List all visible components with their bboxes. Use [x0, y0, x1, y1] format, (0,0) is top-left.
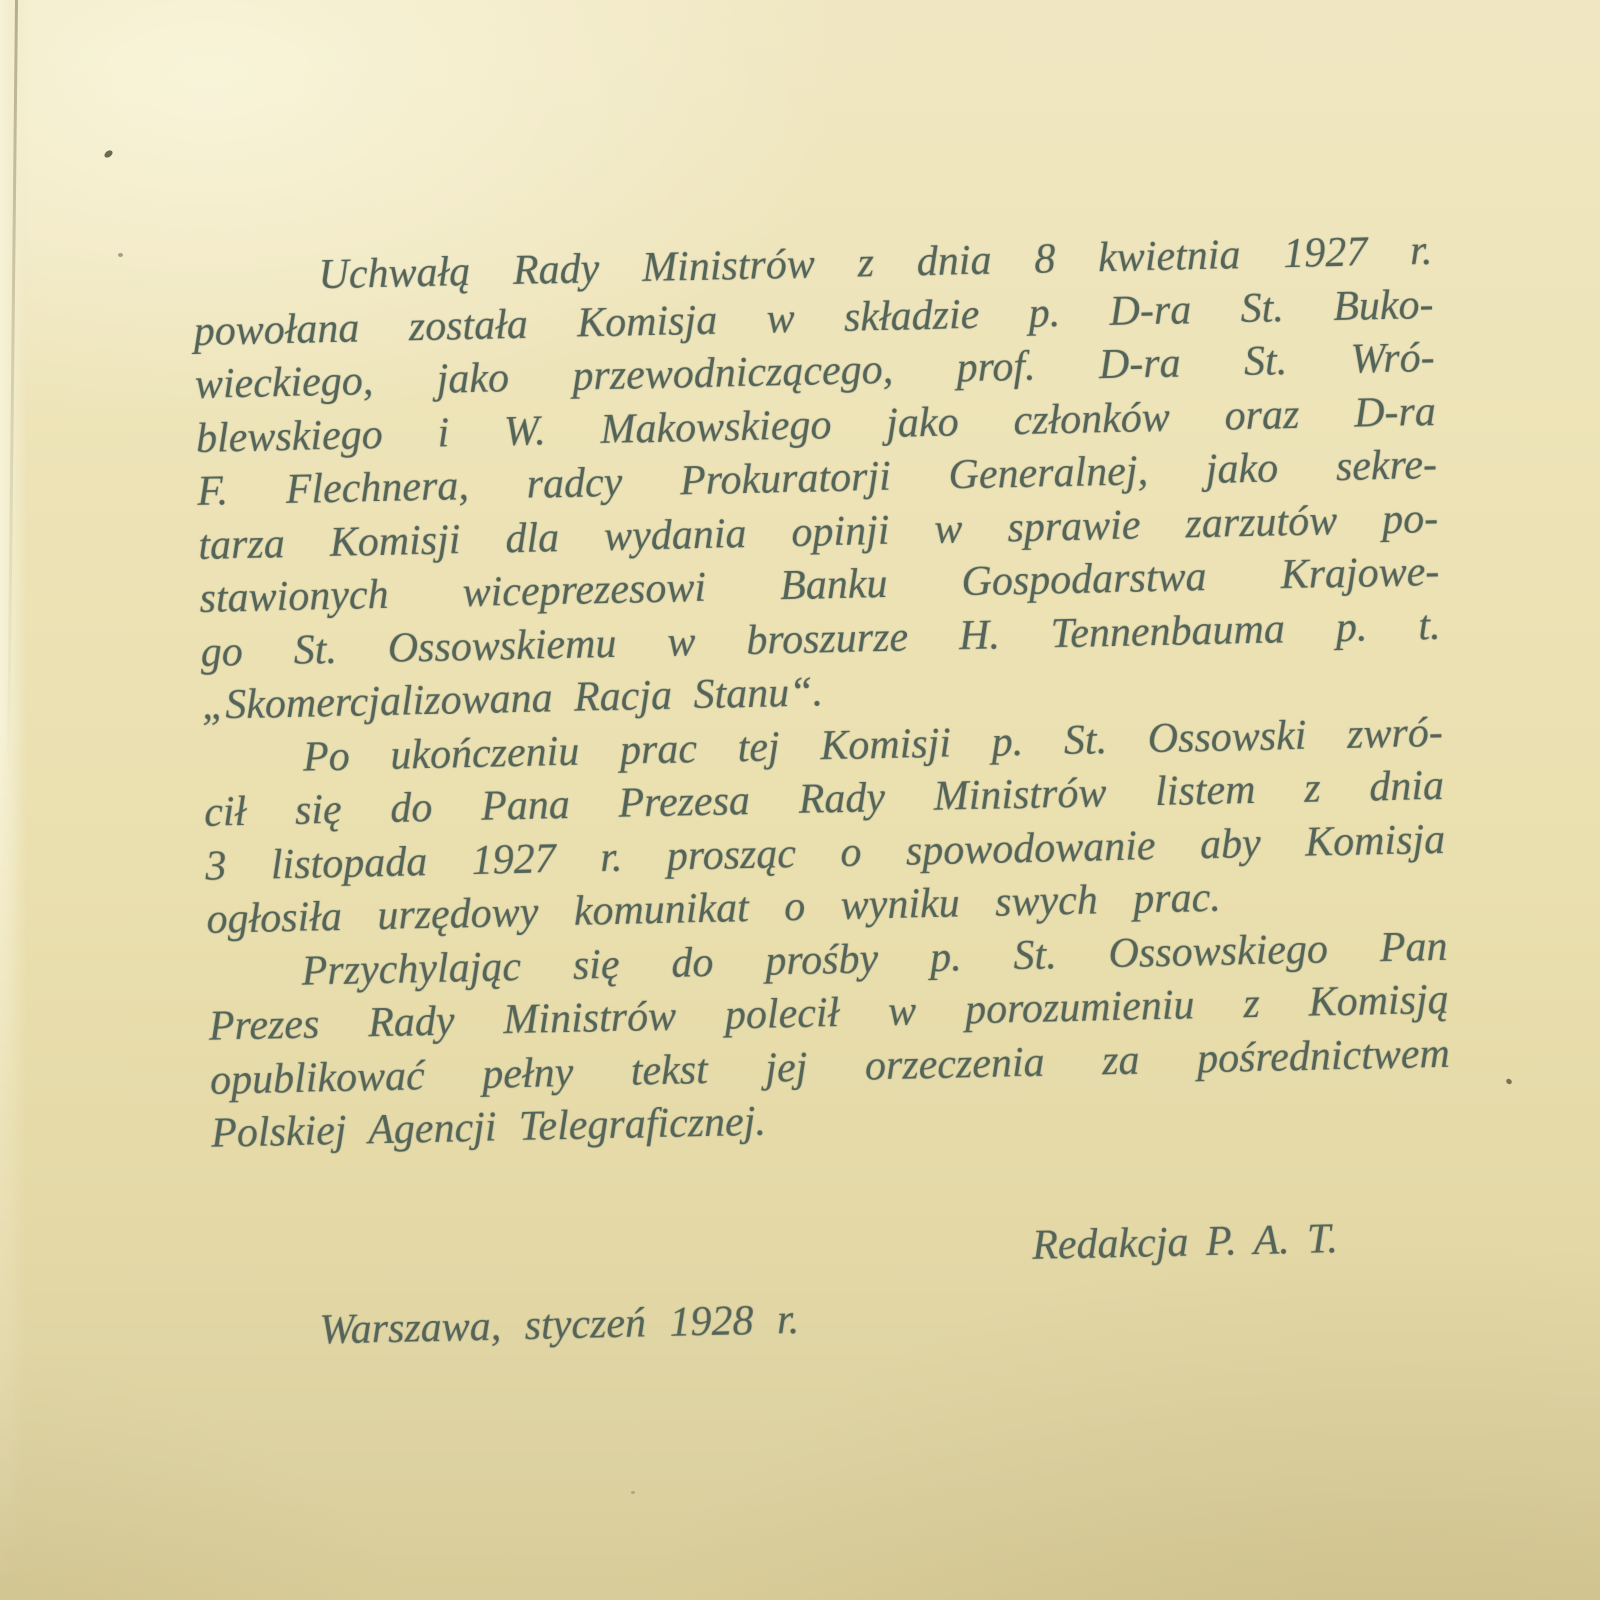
text-line: go St. Ossowskiemu w broszurze H. Tennenbauma p. t.: [200, 602, 1441, 676]
text-line: tarza Komisji dla wydania opinji w sprawie zarzutów po-: [197, 495, 1439, 569]
text-line: ogłosiła urzędowy komunikat o wyniku swych prac.: [206, 874, 1222, 943]
text-line: Po ukończeniu prac tej Komisji p. St. Ossowski zwró-: [302, 709, 1444, 781]
text-line: 3 listopada 1927 r. prosząc o spowodowanie aby Komisja: [204, 816, 1446, 890]
paper-speck: [103, 149, 114, 159]
text-line: Prezes Rady Ministrów polecił w porozumieniu z Komisją: [208, 976, 1450, 1050]
page-text: [192, 225, 1456, 1360]
text-line: „Skomercjalizowana Racja Stanu“.: [201, 669, 824, 729]
paper-speck: [1505, 1078, 1513, 1086]
dateline: Warszawa, styczeń 1928 r.: [319, 1297, 800, 1354]
paper-speck: [118, 253, 123, 257]
text-line: opublikować pełny tekst jej orzeczenia za pośrednictwem: [209, 1030, 1451, 1104]
text-line: blewskiego i W. Makowskiego jako członków oraz D-ra: [195, 388, 1437, 462]
text-line: Polskiej Agencji Telegraficznej.: [210, 1098, 767, 1157]
text-line: Uchwałą Rady Ministrów z dnia 8 kwietnia 1927 r.: [318, 227, 1433, 299]
text-line: F. Flechnera, radcy Prokuratorji Generalnej, jako sekre-: [196, 441, 1438, 515]
paper-speck: [631, 1491, 635, 1494]
text-line: cił się do Pana Prezesa Rady Ministrów listem z dnia: [203, 762, 1445, 836]
text-line: wieckiego, jako przewodniczącego, prof. D-ra St. Wró-: [194, 334, 1436, 408]
signature-line: Redakcja P. A. T.: [1031, 1215, 1339, 1269]
text-line: stawionych wiceprezesowi Banku Gospodarstwa Krajowe-: [199, 548, 1440, 622]
text-line: powołana została Komisja w składzie p. D-ra St. Buko-: [193, 281, 1434, 355]
text-line: Przychylając się do prośby p. St. Ossowskiego Pan: [301, 923, 1448, 995]
